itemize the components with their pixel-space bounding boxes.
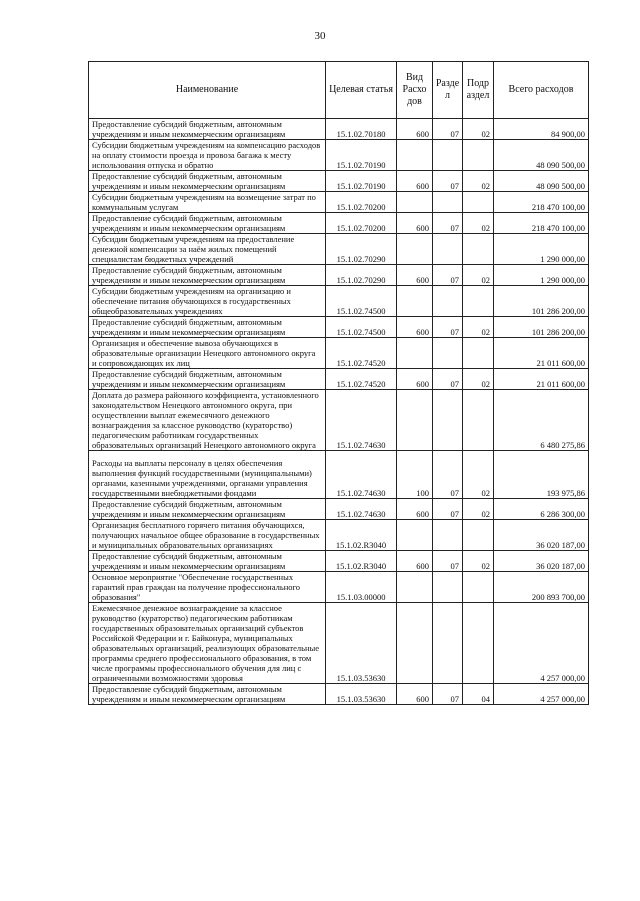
table-row	[89, 603, 589, 684]
header-subsection: Подр аздел	[463, 62, 494, 119]
cell-subsection	[463, 572, 494, 603]
cell-name: Предоставление субсидий бюджетным, автономным учреждениям и иным некоммерческим организациям	[89, 369, 326, 390]
cell-type: 600	[397, 213, 433, 234]
table-row	[89, 317, 589, 338]
cell-type: 600	[397, 551, 433, 572]
cell-total: 193 975,86	[494, 451, 589, 499]
cell-total: 21 011 600,00	[494, 369, 589, 390]
cell-subsection	[463, 390, 494, 451]
table-row	[89, 119, 589, 140]
cell-target: 15.1.02.70200	[326, 213, 397, 234]
cell-section: 07	[433, 317, 463, 338]
cell-type	[397, 192, 433, 213]
cell-subsection	[463, 338, 494, 369]
cell-subsection	[463, 520, 494, 551]
cell-subsection: 02	[463, 171, 494, 192]
table-row	[89, 369, 589, 390]
header-type: Вид Расхо дов	[397, 62, 433, 119]
cell-name: Предоставление субсидий бюджетным, автономным учреждениям и иным некоммерческим организациям	[89, 684, 326, 705]
budget-table	[88, 61, 589, 705]
cell-type: 600	[397, 317, 433, 338]
header-total: Всего расходов	[494, 62, 589, 119]
cell-name: Предоставление субсидий бюджетным, автономным учреждениям и иным некоммерческим организациям	[89, 171, 326, 192]
cell-total: 4 257 000,00	[494, 603, 589, 684]
table-row	[89, 390, 589, 451]
cell-subsection: 02	[463, 265, 494, 286]
cell-subsection: 02	[463, 213, 494, 234]
cell-name: Субсидии бюджетным учреждениям на организацию и обеспечение питания обучающихся в государственных общеобразовательных учреждениях	[89, 286, 326, 317]
cell-subsection: 04	[463, 684, 494, 705]
cell-name: Предоставление субсидий бюджетным, автономным учреждениям и иным некоммерческим организациям	[89, 499, 326, 520]
cell-name: Организация бесплатного горячего питания обучающихся, получающих начальное общее образование в государственных и муниципальных образовательных организациях	[89, 520, 326, 551]
table-row	[89, 520, 589, 551]
table-row	[89, 286, 589, 317]
cell-target: 15.1.02.70190	[326, 140, 397, 171]
cell-name: Предоставление субсидий бюджетным, автономным учреждениям и иным некоммерческим организациям	[89, 213, 326, 234]
cell-total: 21 011 600,00	[494, 338, 589, 369]
cell-subsection	[463, 140, 494, 171]
cell-total: 1 290 000,00	[494, 265, 589, 286]
cell-section	[433, 286, 463, 317]
cell-target: 15.1.02.70200	[326, 192, 397, 213]
cell-name: Основное мероприятие "Обеспечение государственных гарантий прав граждан на получение профессионального образования"	[89, 572, 326, 603]
header-section: Разде л	[433, 62, 463, 119]
cell-section: 07	[433, 171, 463, 192]
cell-total: 218 470 100,00	[494, 192, 589, 213]
cell-section	[433, 140, 463, 171]
cell-name: Субсидии бюджетным учреждениям на возмещение затрат по коммунальным услугам	[89, 192, 326, 213]
page-number: 30	[314, 30, 326, 42]
table-row	[89, 338, 589, 369]
cell-subsection: 02	[463, 499, 494, 520]
cell-type: 600	[397, 119, 433, 140]
cell-target: 15.1.02.74630	[326, 390, 397, 451]
cell-type	[397, 603, 433, 684]
cell-name: Предоставление субсидий бюджетным, автономным учреждениям и иным некоммерческим организациям	[89, 551, 326, 572]
cell-target: 15.1.03.00000	[326, 572, 397, 603]
cell-target: 15.1.02.70290	[326, 234, 397, 265]
cell-type: 600	[397, 171, 433, 192]
table-row	[89, 140, 589, 171]
cell-total: 36 020 187,00	[494, 551, 589, 572]
cell-section	[433, 390, 463, 451]
cell-target: 15.1.02.70190	[326, 171, 397, 192]
cell-name: Предоставление субсидий бюджетным, автономным учреждениям и иным некоммерческим организациям	[89, 119, 326, 140]
cell-total: 36 020 187,00	[494, 520, 589, 551]
cell-total: 48 090 500,00	[494, 171, 589, 192]
cell-section	[433, 603, 463, 684]
cell-type: 600	[397, 684, 433, 705]
header-name: Наименование	[89, 62, 326, 119]
cell-total: 4 257 000,00	[494, 684, 589, 705]
cell-subsection: 02	[463, 119, 494, 140]
cell-type	[397, 140, 433, 171]
cell-type: 600	[397, 265, 433, 286]
cell-target: 15.1.02.R3040	[326, 520, 397, 551]
cell-name: Расходы на выплаты персоналу в целях обеспечения выполнения функций государственными (муниципальными) органами, казенными учреждениями, органами управления государственными внебюджетными фондами	[89, 451, 326, 499]
cell-total: 200 893 700,00	[494, 572, 589, 603]
cell-target: 15.1.02.74500	[326, 317, 397, 338]
cell-total: 84 900,00	[494, 119, 589, 140]
cell-total: 6 480 275,86	[494, 390, 589, 451]
cell-name: Доплата до размера районного коэффициента, установленного законодательством Ненецкого автономного округа, при осуществлении выплат ежемесячного денежного вознаграждения за классное руководство (кураторство) педагогическим работникам государственных образовательных организаций Ненецкого автономного округа	[89, 390, 326, 451]
cell-section: 07	[433, 119, 463, 140]
cell-type	[397, 234, 433, 265]
table-body	[89, 119, 589, 705]
table-row	[89, 451, 589, 499]
cell-target: 15.1.02.74520	[326, 369, 397, 390]
table-row	[89, 499, 589, 520]
cell-type: 100	[397, 451, 433, 499]
cell-name: Предоставление субсидий бюджетным, автономным учреждениям и иным некоммерческим организациям	[89, 317, 326, 338]
cell-type	[397, 390, 433, 451]
cell-name: Субсидии бюджетным учреждениям на предоставление денежной компенсации за наём жилых помещений специалистам бюджетных учреждений	[89, 234, 326, 265]
table-row	[89, 213, 589, 234]
cell-target: 15.1.03.53630	[326, 684, 397, 705]
cell-total: 101 286 200,00	[494, 286, 589, 317]
cell-subsection	[463, 603, 494, 684]
cell-target: 15.1.02.70180	[326, 119, 397, 140]
cell-target: 15.1.03.53630	[326, 603, 397, 684]
cell-subsection	[463, 234, 494, 265]
cell-target: 15.1.02.74630	[326, 451, 397, 499]
cell-subsection	[463, 286, 494, 317]
cell-type: 600	[397, 369, 433, 390]
cell-section	[433, 520, 463, 551]
cell-type	[397, 572, 433, 603]
header-target: Целевая статья	[326, 62, 397, 119]
cell-total: 1 290 000,00	[494, 234, 589, 265]
cell-section	[433, 338, 463, 369]
cell-name: Ежемесячное денежное вознаграждение за классное руководство (кураторство) педагогическим работникам государственных образовательных организаций субъектов Российской Федерации и г. Байконура, муниципальных образовательных организаций, реализующих образовательные программы среднего профессионального образования, в том числе программы профессионального обучения для лиц с ограниченными возможностями здоровья	[89, 603, 326, 684]
cell-section	[433, 192, 463, 213]
cell-target: 15.1.02.R3040	[326, 551, 397, 572]
cell-type	[397, 338, 433, 369]
cell-section: 07	[433, 499, 463, 520]
cell-total: 6 286 300,00	[494, 499, 589, 520]
cell-subsection: 02	[463, 369, 494, 390]
cell-section: 07	[433, 684, 463, 705]
cell-section	[433, 234, 463, 265]
cell-type: 600	[397, 499, 433, 520]
cell-target: 15.1.02.74630	[326, 499, 397, 520]
cell-subsection: 02	[463, 551, 494, 572]
cell-section: 07	[433, 213, 463, 234]
table-row	[89, 192, 589, 213]
cell-total: 48 090 500,00	[494, 140, 589, 171]
cell-section	[433, 572, 463, 603]
cell-target: 15.1.02.74520	[326, 338, 397, 369]
cell-section: 07	[433, 551, 463, 572]
table-row	[89, 265, 589, 286]
cell-target: 15.1.02.74500	[326, 286, 397, 317]
table-row	[89, 684, 589, 705]
cell-name: Организация и обеспечение вывоза обучающихся в образовательные организации Ненецкого автономного округа и сопровождающих их лиц	[89, 338, 326, 369]
cell-target: 15.1.02.70290	[326, 265, 397, 286]
table-row	[89, 171, 589, 192]
cell-section: 07	[433, 451, 463, 499]
table-row	[89, 234, 589, 265]
cell-section: 07	[433, 265, 463, 286]
cell-name: Субсидии бюджетным учреждениям на компенсацию расходов на оплату стоимости проезда и провоза багажа к месту использования отпуска и обратно	[89, 140, 326, 171]
cell-type	[397, 286, 433, 317]
cell-name: Предоставление субсидий бюджетным, автономным учреждениям и иным некоммерческим организациям	[89, 265, 326, 286]
cell-total: 101 286 200,00	[494, 317, 589, 338]
table-header	[89, 62, 589, 119]
cell-total: 218 470 100,00	[494, 213, 589, 234]
cell-subsection	[463, 192, 494, 213]
cell-section: 07	[433, 369, 463, 390]
table-row	[89, 551, 589, 572]
cell-type	[397, 520, 433, 551]
cell-subsection: 02	[463, 317, 494, 338]
cell-subsection: 02	[463, 451, 494, 499]
table-row	[89, 572, 589, 603]
